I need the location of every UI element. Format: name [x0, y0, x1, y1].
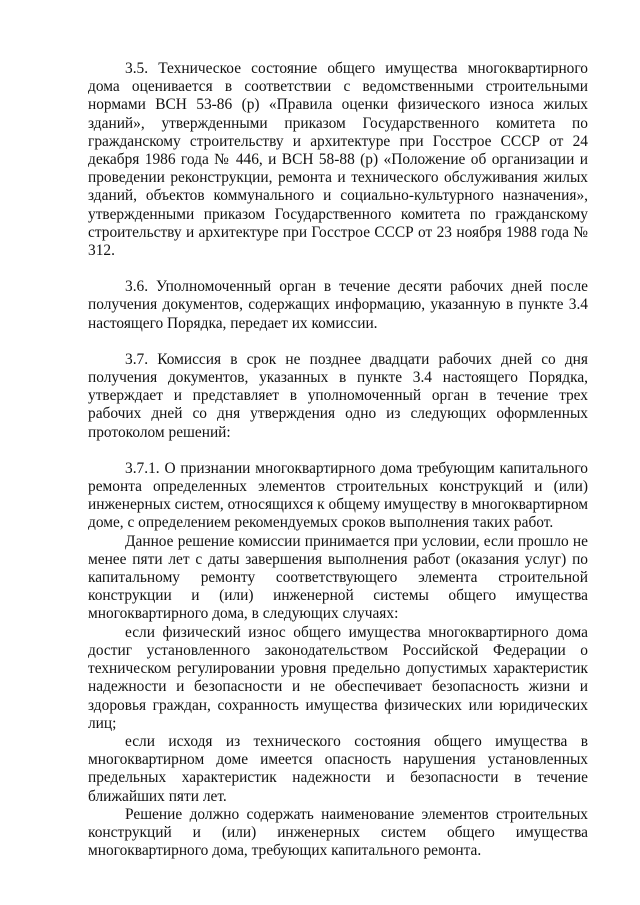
paragraph-gap — [88, 442, 588, 460]
paragraph-3-5: 3.5. Техническое состояние общего имущества многоквартирного дома оценивается в соответствии с ведомственными строительными нормами ВСН 53-86 (р) «Правила оценки физического износа жилых зданий», утвержденными приказом Государственного комитета по гражданскому строительству и архитектуре при Госстрое СССР от 24 декабря 1986 года № 446, и ВСН 58-88 (р) «Положение об организации и проведении реконструкции, ремонта и технического обслуживания жилых зданий, объектов коммунального и социально-культурного назначения», утвержденными приказом Государственного комитета по гражданскому строительству и архитектуре при Госстрое СССР от 23 ноября 1988 года № 312. — [88, 60, 588, 260]
paragraph-3-6: 3.6. Уполномоченный орган в течение десяти рабочих дней после получения документов, содержащих информацию, указанную в пункте 3.4 настоящего Порядка, передает их комиссии. — [88, 278, 588, 332]
paragraph-gap — [88, 333, 588, 351]
paragraph-3-7-1: 3.7.1. О признании многоквартирного дома требующим капитального ремонта определенных элементов строительных конструкций и (или) инженерных систем, относящихся к общему имуществу в многоквартирном доме, с определением рекомендуемых сроков выполнения таких работ. — [88, 459, 588, 532]
paragraph-gap — [88, 260, 588, 278]
paragraph-3-7: 3.7. Комиссия в срок не позднее двадцати рабочих дней со дня получения документов, указанных в пункте 3.4 настоящего Порядка, утверждает и представляет в уполномоченный орган в течение трех рабочих дней со дня утверждения одно из следующих оформленных протоколом решений: — [88, 350, 588, 441]
paragraph-case-1: если физический износ общего имущества многоквартирного дома достиг установленного законодательством Российской Федерации о техническом регулировании уровня предельно допустимых характеристик надежности и безопасности и не обеспечивает безопасность жизни и здоровья граждан, сохранность имущества физических или юридических лиц; — [88, 623, 588, 732]
paragraph-case-2: если исходя из технического состояния общего имущества в многоквартирном доме имеется опасность нарушения установленных предельных характеристик надежности и безопасности в течение ближайших пяти лет. — [88, 732, 588, 805]
document-page — [88, 60, 588, 860]
paragraph-condition: Данное решение комиссии принимается при условии, если прошло не менее пяти лет с даты завершения выполнения работ (оказания услуг) по капитальному ремонту соответствующего элемента строительной конструкции и (или) инженерной системы общего имущества многоквартирного дома, в следующих случаях: — [88, 532, 588, 623]
paragraph-decision: Решение должно содержать наименование элементов строительных конструкций и (или) инженерных систем общего имущества многоквартирного дома, требующих капитального ремонта. — [88, 805, 588, 860]
